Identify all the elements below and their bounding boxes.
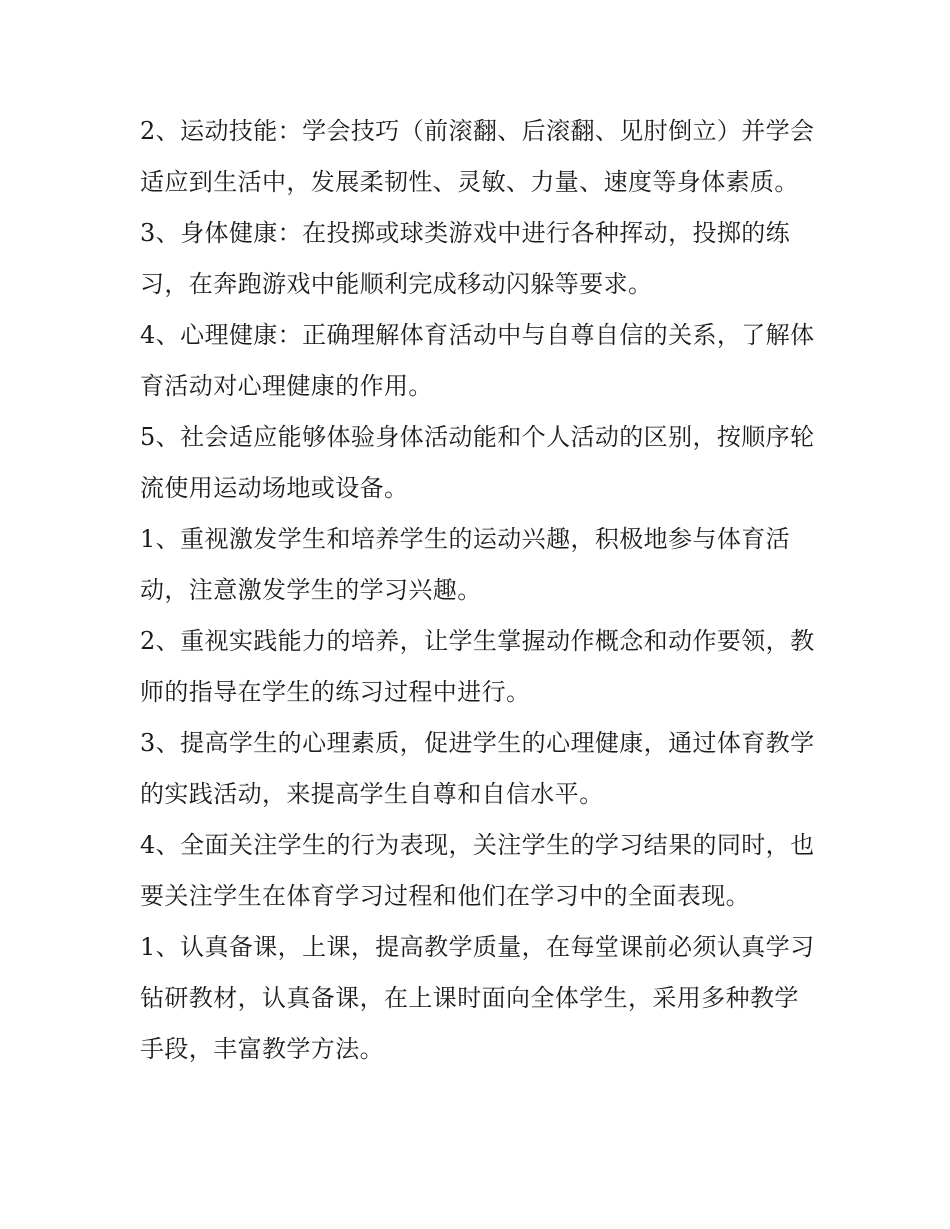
document-body <box>140 106 820 1075</box>
paragraph-skills: 2、运动技能：学会技巧（前滚翻、后滚翻、见肘倒立）并学会适应到生活中，发展柔韧性、灵敏、力量、速度等身体素质。 <box>140 117 815 196</box>
paragraph-lesson-prep: 1、认真备课，上课，提高教学质量，在每堂课前必须认真学习钻研教材，认真备课，在上课时面向全体学生，采用多种教学手段，丰富教学方法。 <box>140 933 815 1063</box>
paragraph-mental-health: 4、心理健康：正确理解体育活动中与自尊自信的关系，了解体育活动对心理健康的作用。 <box>140 321 815 400</box>
paragraph-social-adaptation: 5、社会适应能够体验身体活动能和个人活动的区别，按顺序轮流使用运动场地或设备。 <box>140 423 815 502</box>
paragraph-physical-health: 3、身体健康：在投掷或球类游戏中进行各种挥动，投掷的练习，在奔跑游戏中能顺利完成移动闪躲等要求。 <box>140 219 791 298</box>
paragraph-psychology: 3、提高学生的心理素质，促进学生的心理健康，通过体育教学的实践活动，来提高学生自尊和自信水平。 <box>140 729 815 808</box>
paragraph-practice: 2、重视实践能力的培养，让学生掌握动作概念和动作要领，教师的指导在学生的练习过程中进行。 <box>140 627 815 706</box>
paragraph-interest: 1、重视激发学生和培养学生的运动兴趣，积极地参与体育活动，注意激发学生的学习兴趣。 <box>140 525 791 604</box>
paragraph-behavior: 4、全面关注学生的行为表现，关注学生的学习结果的同时，也要关注学生在体育学习过程和他们在学习中的全面表现。 <box>140 831 815 910</box>
